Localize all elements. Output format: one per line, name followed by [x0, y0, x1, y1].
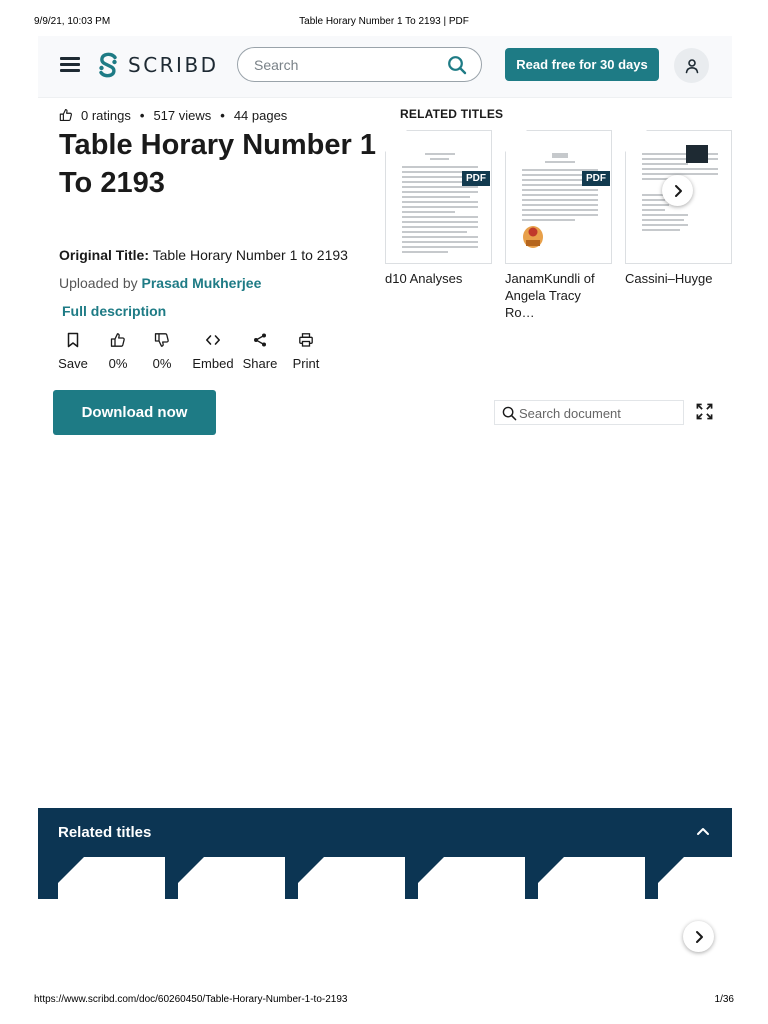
related-titles-carousel: [385, 130, 713, 320]
related-title-card[interactable]: [658, 857, 765, 997]
save-label: Save: [58, 356, 88, 371]
original-title-value: Table Horary Number 1 to 2193: [152, 247, 348, 263]
uploader-info: [59, 275, 261, 291]
chevron-right-icon: [672, 184, 684, 198]
print-url: https://www.scribd.com/doc/60260450/Table-Horary-Number-1-to-2193: [34, 994, 348, 1005]
related-titles-heading: RELATED TITLES: [400, 107, 504, 121]
original-title-label: Original Title:: [59, 247, 149, 263]
print-footer: [34, 994, 734, 1008]
scribd-logo-icon: [96, 51, 120, 79]
upvote-button[interactable]: [94, 330, 142, 372]
related-title-name: JanamKundli of Angela Tracy Ro…: [505, 271, 595, 320]
logo-text: SCRIBD: [128, 53, 219, 77]
print-page-number: 1/36: [714, 994, 734, 1005]
search-icon: [502, 406, 517, 421]
document-thumbnail: [385, 130, 492, 264]
document-title-line-1: Table Horary Number 1: [59, 129, 376, 161]
document-thumbnail: [505, 130, 612, 264]
code-icon: [205, 332, 221, 348]
related-title-card[interactable]: [178, 857, 285, 997]
downvote-button[interactable]: [142, 330, 182, 372]
user-icon: [684, 58, 700, 74]
printer-icon: [298, 332, 314, 348]
share-label: Share: [242, 356, 278, 371]
document-title: [59, 126, 379, 202]
share-icon: [252, 332, 268, 348]
fullscreen-icon[interactable]: [696, 403, 713, 420]
scribd-logo[interactable]: [96, 51, 219, 79]
save-button[interactable]: [54, 330, 92, 372]
views-count: 517 views: [153, 107, 212, 123]
related-titles-panel-title: Related titles: [58, 824, 152, 841]
download-now-button[interactable]: Download now: [53, 390, 216, 435]
site-search[interactable]: [237, 47, 482, 82]
related-title-card[interactable]: [298, 857, 405, 997]
upvote-label: 0%: [108, 356, 128, 371]
pdf-badge: PDF: [582, 171, 610, 186]
hamburger-menu-icon[interactable]: [60, 56, 80, 72]
print-header: [34, 16, 734, 30]
related-title-card[interactable]: [625, 130, 733, 310]
print-title: Table Horary Number 1 To 2193 | PDF: [299, 16, 469, 27]
pdf-badge: PDF: [462, 171, 490, 186]
original-title: [59, 247, 348, 263]
deity-image-icon: [522, 223, 544, 249]
related-panel-next-button[interactable]: [683, 921, 714, 952]
related-title-card[interactable]: [505, 130, 613, 320]
uploaded-by-label: Uploaded by: [59, 275, 138, 291]
full-description-link[interactable]: Full description: [62, 303, 167, 319]
pages-count: 44 pages: [233, 107, 288, 123]
document-actions: [54, 330, 328, 372]
read-free-button[interactable]: Read free for 30 days: [505, 48, 659, 81]
related-title-card[interactable]: [58, 857, 165, 997]
related-title-name: d10 Analyses: [385, 271, 463, 286]
top-navigation-bar: [38, 36, 732, 98]
thumbs-down-icon: [154, 332, 170, 348]
thumbs-up-icon: [59, 108, 73, 122]
share-button[interactable]: [238, 330, 282, 372]
related-titles-panel: [38, 808, 732, 990]
chevron-right-icon: [693, 930, 705, 944]
print-date: 9/9/21, 10:03 PM: [34, 16, 111, 27]
search-document-input[interactable]: [519, 405, 679, 421]
print-label: Print: [292, 356, 320, 371]
search-document[interactable]: [494, 400, 684, 425]
thumbs-up-icon: [110, 332, 126, 348]
related-title-name: Cassini–Huyge: [625, 271, 713, 286]
document-title-line-2: To 2193: [59, 167, 165, 199]
bookmark-icon: [65, 332, 81, 348]
chevron-up-icon[interactable]: [696, 826, 710, 836]
related-next-button[interactable]: [662, 175, 693, 206]
author-link[interactable]: Prasad Mukherjee: [141, 275, 262, 291]
related-title-card[interactable]: [538, 857, 645, 997]
related-title-card[interactable]: [385, 130, 493, 310]
print-button[interactable]: [284, 330, 328, 372]
ratings-count: 0 ratings: [81, 107, 131, 123]
document-stats: 0 ratings • 517 views • 44 pages: [59, 107, 287, 123]
search-input[interactable]: [254, 56, 434, 74]
related-title-card[interactable]: [418, 857, 525, 997]
embed-button[interactable]: [188, 330, 238, 372]
embed-label: Embed: [192, 356, 234, 371]
downvote-label: 0%: [152, 356, 172, 371]
search-icon[interactable]: [447, 55, 467, 75]
account-button[interactable]: [674, 48, 709, 83]
